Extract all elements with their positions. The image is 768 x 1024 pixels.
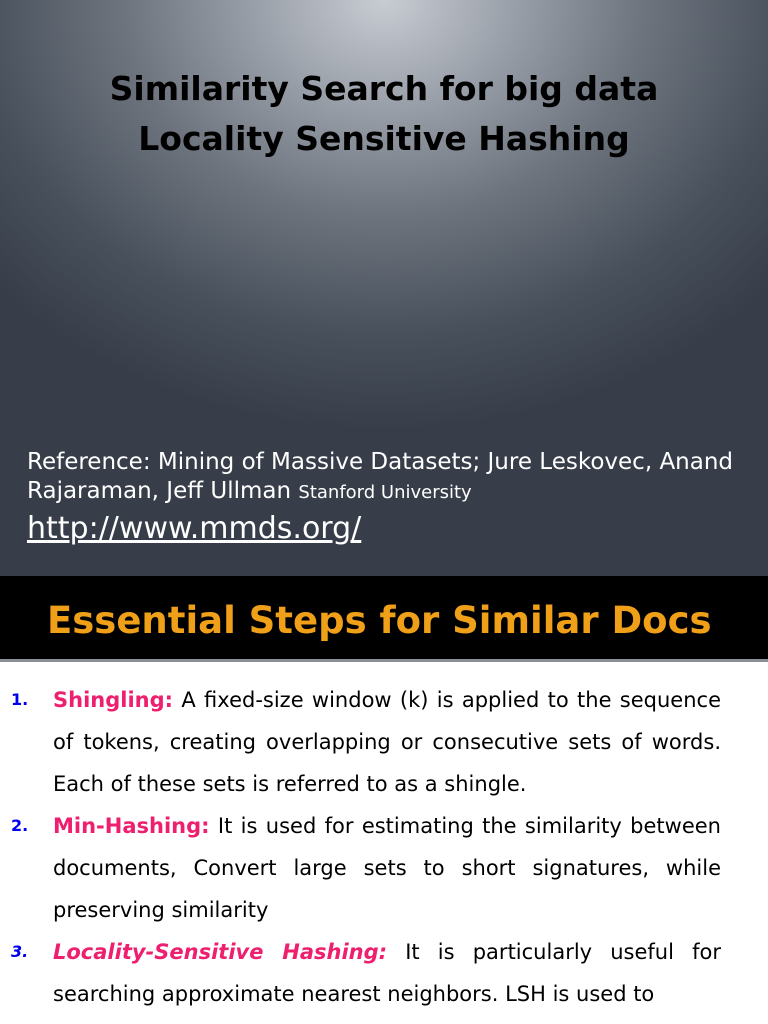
reference-text (27, 448, 747, 507)
step-min-hashing (0, 805, 768, 931)
slide2-title: Essential Steps for Similar Docs (47, 599, 712, 642)
step-term: Locality-Sensitive Hashing: (53, 940, 388, 964)
step-number: 3. (11, 942, 29, 961)
slide-title-line-1: Similarity Search for big data (109, 69, 659, 108)
step-lsh (0, 931, 768, 1015)
header-divider (0, 659, 768, 662)
step-shingling (0, 679, 768, 805)
step-number: 2. (11, 816, 29, 835)
step-number: 1. (11, 690, 29, 709)
steps-list (0, 679, 768, 1015)
reference-citation: Reference: Mining of Massive Datasets; Jure Leskovec, Anand Rajaraman, Jeff Ullman (27, 449, 734, 504)
slide-title-line-2: Locality Sensitive Hashing (138, 119, 630, 158)
slide-header-bar (0, 576, 768, 662)
mmds-link[interactable]: http://www.mmds.org/ (27, 511, 362, 546)
step-text: A fixed-size window (k) is applied to the sequence of tokens, creating overlapping or consecutive sets of words. Each of these sets is referred to as a shingle. (53, 688, 721, 796)
step-text: It is particularly useful for searching approximate nearest neighbors. LSH is used to (53, 940, 721, 1006)
reference-affiliation: Stanford University (298, 482, 472, 503)
step-term: Shingling: (53, 688, 174, 712)
step-text: It is used for estimating the similarity between documents, Convert large sets to short signatures, while preserving similarity (53, 814, 721, 922)
essential-steps-slide (0, 576, 768, 1024)
step-term: Min-Hashing: (53, 814, 210, 838)
